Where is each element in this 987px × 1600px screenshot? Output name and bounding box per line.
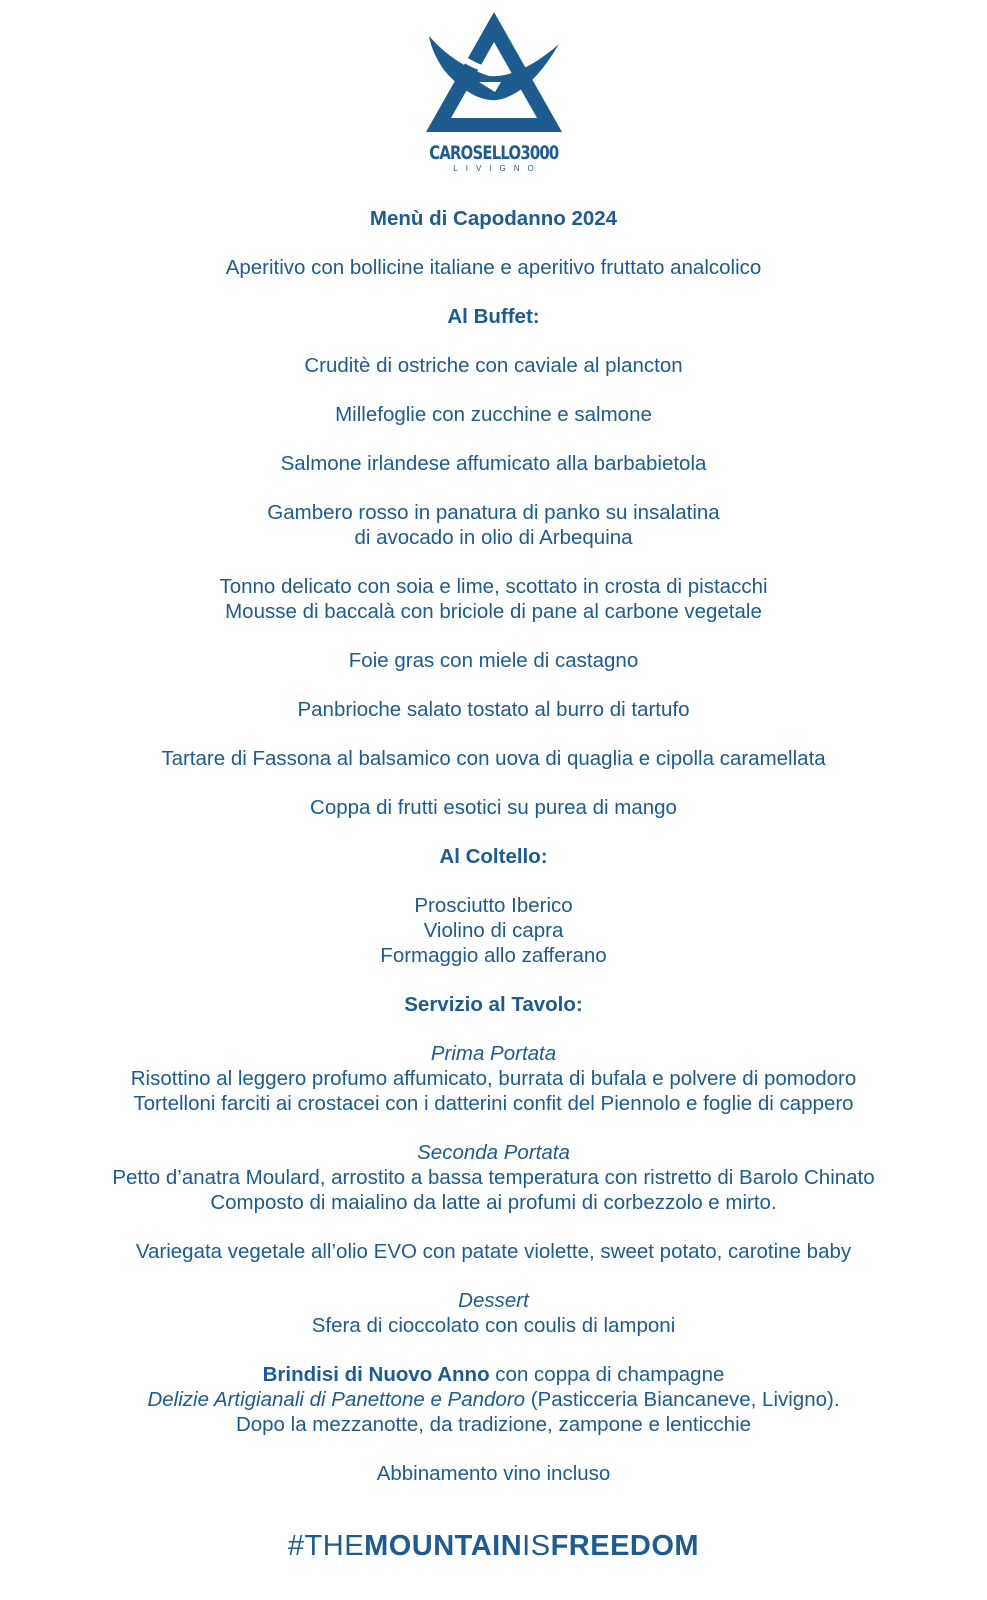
contorno: Variegata vegetale all’olio EVO con patate violette, sweet potato, carotine baby (135, 1240, 852, 1263)
menu-line: Sfera di cioccolato con coulis di lamponi (311, 1314, 676, 1337)
menu-line: Tonno delicato con soia e lime, scottato in crosta di pistacchi (219, 575, 768, 598)
delizie-italic: Delizie Artigianali di Panettone e Pandoro (147, 1388, 526, 1411)
menu-line: Formaggio allo zafferano (380, 944, 607, 967)
menu-body (0, 206, 987, 1510)
hashtag-part: #THE (287, 1530, 365, 1562)
menu-line: Gambero rosso in panatura di panko su insalatina (267, 501, 720, 524)
menu-line: Composto di maialino da latte ai profumi di corbezzolo e mirto. (210, 1191, 777, 1214)
hashtag-part: IS (522, 1530, 551, 1562)
seconda-portata-label: Seconda Portata (417, 1141, 570, 1164)
menu-line: Violino di capra (423, 919, 564, 942)
menu-item: Salmone irlandese affumicato alla barbabietola (280, 452, 707, 475)
aperitivo: Aperitivo con bollicine italiane e aperitivo fruttato analcolico (225, 256, 762, 279)
coltello-items (0, 893, 987, 968)
logo (0, 8, 987, 173)
brindisi (0, 1362, 987, 1437)
coltello-heading: Al Coltello: (439, 845, 548, 868)
menu-title: Menù di Capodanno 2024 (369, 207, 618, 230)
menu-line: Risottino al leggero profumo affumicato, burrata di bufala e polvere di pomodoro (130, 1067, 857, 1090)
menu-item: Coppa di frutti esotici su purea di mango (310, 796, 677, 819)
prima-portata (0, 1041, 987, 1116)
menu-line: di avocado in olio di Arbequina (354, 526, 633, 549)
hashtag-part: MOUNTAIN (364, 1530, 523, 1562)
dessert-label: Dessert (458, 1289, 529, 1312)
menu-item: Cruditè di ostriche con caviale al plancton (304, 354, 683, 377)
buffet-heading: Al Buffet: (447, 305, 540, 328)
dopo-line: Dopo la mezzanotte, da tradizione, zampone e lenticchie (235, 1413, 752, 1436)
brindisi-bold: Brindisi di Nuovo Anno (262, 1363, 490, 1386)
hashtag-footer (0, 1530, 987, 1563)
servizio-heading: Servizio al Tavolo: (404, 993, 583, 1016)
carosello-eagle-triangle-icon (419, 8, 569, 138)
prima-portata-label: Prima Portata (430, 1042, 557, 1065)
brand-name: CAROSELLO3000 (428, 142, 559, 164)
delizie-line (0, 1387, 987, 1412)
seconda-portata (0, 1140, 987, 1215)
vino: Abbinamento vino incluso (376, 1462, 611, 1485)
dessert (0, 1288, 987, 1338)
brindisi-line (0, 1362, 987, 1387)
menu-item-tonno (0, 574, 987, 624)
brindisi-rest: con coppa di champagne (489, 1363, 725, 1386)
menu-item: Millefoglie con zucchine e salmone (335, 403, 652, 426)
menu-item: Tartare di Fassona al balsamico con uova di quaglia e cipolla caramellata (161, 747, 826, 770)
delizie-rest: (Pasticceria Biancaneve, Livigno). (525, 1388, 840, 1411)
menu-line: Prosciutto Iberico (414, 894, 573, 917)
hashtag-part: FREEDOM (550, 1530, 700, 1562)
menu-line: Mousse di baccalà con briciole di pane al carbone vegetale (225, 600, 762, 623)
menu-item: Panbrioche salato tostato al burro di tartufo (297, 698, 690, 721)
menu-item: Foie gras con miele di castagno (348, 649, 639, 672)
menu-item-gambero (0, 500, 987, 550)
menu-line: Tortelloni farciti ai crostacei con i datterini confit del Piennolo e foglie di cappero (133, 1092, 854, 1115)
brand-subtitle: LIVIGNO (453, 164, 542, 173)
menu-line: Petto d’anatra Moulard, arrostito a bassa temperatura con ristretto di Barolo Chinato (112, 1166, 875, 1189)
